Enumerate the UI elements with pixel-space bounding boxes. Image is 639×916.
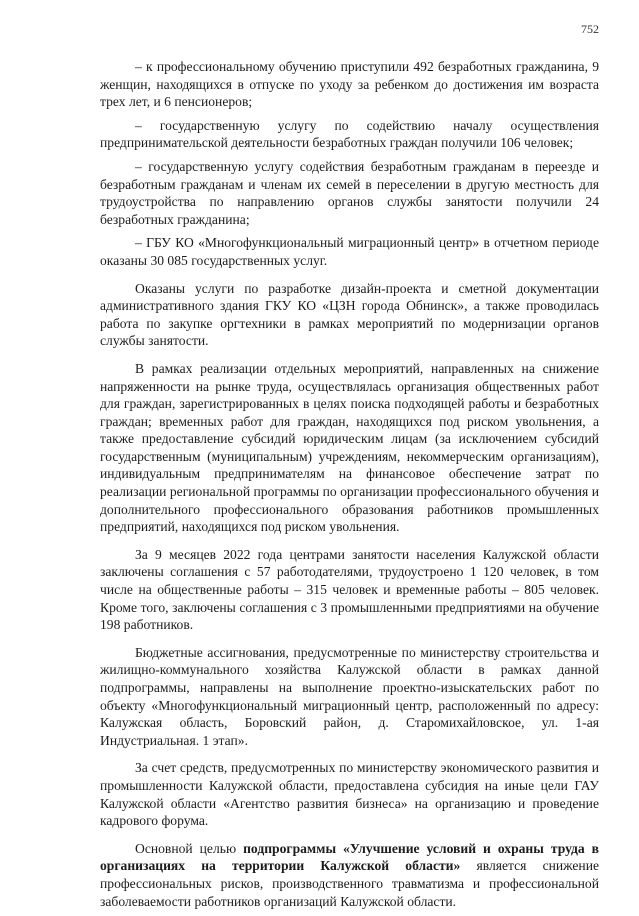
paragraph-subsidy: За счет средств, предусмотренных по министерству экономического развития и промышленности Калужской области, предоставлена субсидия на иные цели ГАУ Калужской области «Агентство развития бизнеса» на организацию и проведение кадрового форума. bbox=[100, 760, 599, 829]
paragraph-entrepreneurship-service: – государственную услугу по содействию началу осуществления предпринимательской деятельности безработных граждан получили 106 человек; bbox=[100, 117, 599, 151]
paragraph-vocational-training: – к профессиональному обучению приступили 492 безработных гражданина, 9 женщин, находящихся в отпуске по уходу за ребенком до достижения им возраста трех лет, и 6 пенсионеров; bbox=[100, 59, 599, 110]
paragraph-relocation-service: – государственную услугу содействия безработным гражданам в переезде и безработным гражданам и членам их семей в переселении в другую местность для трудоустройства по направлению органов службы занятости получили 24 безработных гражданина; bbox=[100, 158, 599, 227]
paragraph-design-services: Оказаны услуги по разработке дизайн-проекта и сметной документации административного здания ГКУ КО «ЦЗН города Обнинск», а также проводилась работа по закупке оргтехники в рамках мероприятий по модернизации органов службы занятости. bbox=[100, 280, 599, 349]
paragraph-budget-allocations: Бюджетные ассигнования, предусмотренные по министерству строительства и жилищно-коммунального хозяйства Калужской области в рамках данной подпрограммы, направлены на выполнение проектно-изыскательских работ по объекту «Многофункциональный миграционный центр, расположенный по адресу: Калужская область, Боровский район, д. Старомихайловское, ул. 1-ая Индустриальная. 1 этап». bbox=[100, 644, 599, 748]
goal-text: является снижение профессиональных рисков, производственного травматизма и профессиональной заболеваемости работников организаций Калужской области. bbox=[100, 858, 599, 909]
paragraph-migration-center: – ГБУ КО «Многофункциональный миграционный центр» в отчетном периоде оказаны 30 085 государственных услуг. bbox=[100, 235, 599, 268]
subprogram-title: подпрограммы «Улучшение условий и охраны труда в организациях на территории Калужской области» bbox=[100, 840, 600, 874]
goal-intro: Основной целью bbox=[135, 840, 244, 856]
page-number: 752 bbox=[581, 22, 599, 36]
document-body bbox=[100, 58, 599, 916]
paragraph-labor-market-measures: В рамках реализации отдельных мероприятий, направленных на снижение напряженности на рынке труда, осуществлялась организация общественных работ для граждан, зарегистрированных в целях поиска подходящей работы и безработных граждан; временных работ для граждан, находящихся под риском увольнения, а также предоставление субсидий юридическим лицам (за исключением субсидий государственным (муниципальным) учреждениям, некоммерческим организациям), индивидуальным предпринимателям на финансовое обеспечение затрат по реализации региональной программы по организации профессионального обучения и дополнительного профессионального образования работников промышленных предприятий, находящихся под риском увольнения. bbox=[100, 360, 599, 535]
paragraph-nine-months-results: За 9 месяцев 2022 года центрами занятости населения Калужской области заключены соглашения с 57 работодателями, трудоустроено 1 120 человек, в том числе на общественные работы – 315 человек и временные работы – 805 человек. Кроме того, заключены соглашения с 3 промышленными предприятиями на обучение 198 работников. bbox=[100, 546, 599, 633]
paragraph-subprogram-goal bbox=[100, 840, 599, 910]
